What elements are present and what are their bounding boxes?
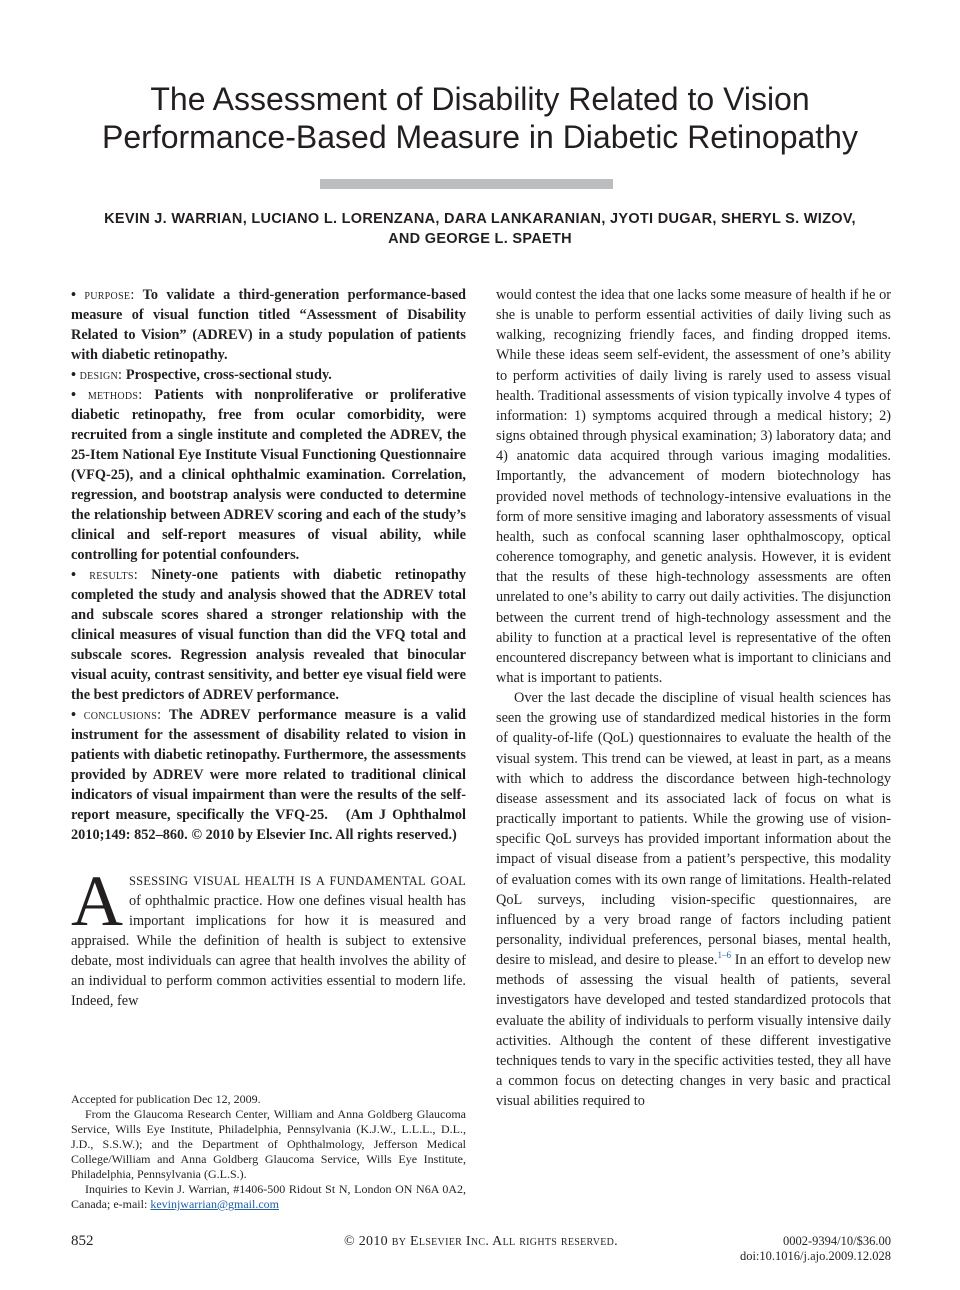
abstract-methods bbox=[71, 385, 466, 565]
abstract-purpose bbox=[71, 285, 466, 365]
issn: 0002-9394/10/$36.00 bbox=[783, 1234, 891, 1248]
footnote-inquiries-text: Inquiries to Kevin J. Warrian, #1406-500 Ridout St N, London ON N6A 0A2, Canada; e-mail: bbox=[71, 1182, 466, 1211]
author-line-2: AND GEORGE L. SPAETH bbox=[388, 231, 572, 247]
abstract-design-text: Prospective, cross-sectional study. bbox=[125, 367, 332, 383]
article-title bbox=[60, 80, 900, 156]
bullet-icon: • bbox=[71, 387, 77, 403]
introduction bbox=[71, 861, 466, 1011]
article-title-line-2: Performance-Based Measure in Diabetic Retinopathy bbox=[102, 119, 858, 155]
author-list bbox=[60, 209, 900, 249]
email-link[interactable]: kevinjwarrian@gmail.com bbox=[150, 1197, 279, 1211]
abstract-results-text: Ninety-one patients with diabetic retinopathy completed the study and analysis showed that the ADREV total and subscale scores shared a stronger relationship with the clinical measures of visual function than did the VFQ total and subscale scores. Regression analysis revealed that binocular visual acuity, contrast sensitivity, and better eye visual field were the best predictors of ADREV performance. bbox=[71, 567, 467, 703]
bullet-icon: • bbox=[71, 367, 77, 383]
footnotes bbox=[71, 1092, 466, 1212]
body-paragraph-2 bbox=[496, 688, 891, 1111]
abstract-design-label: design: bbox=[79, 367, 123, 383]
abstract bbox=[71, 285, 466, 845]
footnote-affiliation: From the Glaucoma Research Center, William and Anna Goldberg Glaucoma Service, Wills Eye Institute, Philadelphia, Pennsylvania (K.J.W., L.L.L., D.L., J.D., S.S.W.); and the Department of Ophthalmology, Jefferson Medical College/William and Anna Goldberg Glaucoma Service, Wills Eye Institute, Philadelphia, Pennsylvania (G.L.S.). bbox=[71, 1107, 466, 1181]
title-divider bbox=[320, 179, 613, 189]
abstract-conclusions bbox=[71, 705, 466, 845]
abstract-methods-text: Patients with nonproliferative or proliferative diabetic retinopathy, free from ocular comorbidity, were recruited from a single institute and completed the ADREV, the 25-Item National Eye Institute Visual Functioning Questionnaire (VFQ-25), and a clinical ophthalmic examination. Correlation, regression, and bootstrap analysis were conducted to determine the relationship between ADREV scoring and each of the study’s clinical and self-report measures of visual ability, while controlling for potential confounders. bbox=[71, 387, 467, 563]
abstract-citation: (Am J Ophthalmol 2010;149: 852–860. © 2010 by Elsevier Inc. All rights reserved.) bbox=[71, 807, 466, 843]
intro-text: of ophthalmic practice. How one defines visual health has important implications for how it is measured and appraised. While the definition of health is subject to extensive debate, most individuals can agree that health involves the ability of an individual to perform common activities essential to modern life. Indeed, few bbox=[71, 893, 466, 1009]
abstract-purpose-label: purpose: bbox=[84, 287, 135, 303]
reference-citation[interactable]: 1–6 bbox=[717, 950, 731, 961]
copyright-notice: © 2010 by Elsevier Inc. All rights reserved. bbox=[344, 1234, 618, 1249]
article-title-line-1: The Assessment of Disability Related to Vision bbox=[150, 81, 810, 117]
doi: doi:10.1016/j.ajo.2009.12.028 bbox=[739, 1249, 891, 1263]
footnote-accepted: Accepted for publication Dec 12, 2009. bbox=[71, 1092, 261, 1106]
body-paragraph-2-part-b: In an effort to develop new methods of assessing the visual health of patients, several investigators have developed and tested standardized protocols that evaluate the ability of individuals to perform visually intensive daily activities. Although the content of these different investigative techniques tends to vary in the specific activities tested, they all have a common focus on detecting changes in very basic and practical visual abilities required to bbox=[496, 952, 891, 1110]
abstract-purpose-text: To validate a third-generation performance-based measure of visual function titled “Assessment of Disability Related to Vision” (ADREV) in a study population of patients with diabetic retinopathy. bbox=[71, 287, 466, 363]
body-paragraph-1: would contest the idea that one lacks some measure of health if he or she is unable to perform essential activities of daily living such as walking, recognizing friendly faces, and finding dropped items. While these ideas seem self-evident, the assessment of one’s ability to perform activities of daily living is rarely used to assess visual health. Traditional assessments of vision typically involve 4 types of information: 1) symptoms acquired through a medical history; 2) signs obtained through physical examination; 3) laboratory data; and 4) anatomic data acquired through various imaging modalities. Importantly, the advancement of modern biotechnology has provided novel methods of technology-intensive evaluations in the form of more sensitive imaging and laboratory assessments of visual health, such as confocal scanning laser ophthalmoscopy, optical coherence tomography, and genetic analysis. However, it is evident that the results of these high-technology assessments are often unrelated to one’s ability to carry out daily activities. The disjunction between the current trend of high-technology assessment and the ability to function at a practical level is representative of the often encountered discrepancy between what is important to clinicians and what is important to patients. bbox=[496, 287, 891, 686]
body-paragraph-2-part-a: Over the last decade the discipline of visual health sciences has seen the growing use of standardized medical histories in the form of quality-of-life (QoL) questionnaires to evaluate the health of the visual system. This trend can be viewed, at least in part, as a means with which to address the discordance between high-technology disease assessment and its associated lack of focus on what is practically important to patients. While the growing use of vision-specific QoL surveys has provided important information about the impact of visual disease from a patient’s perspective, this modality of evaluation comes with its own range of limitations. Health-related QoL surveys, including vision-specific questionnaires, are influenced by a very broad range of factors including patient personality, individual preferences, personal biases, mental health, desire to mislead, and desire to please. bbox=[496, 690, 891, 969]
bullet-icon: • bbox=[71, 707, 77, 723]
bullet-icon: • bbox=[71, 287, 77, 303]
abstract-conclusions-text: The ADREV performance measure is a valid instrument for the assessment of disability related to vision in patients with diabetic retinopathy. Furthermore, the assessments provided by ADREV were more related to traditional clinical indicators of visual impairment than were the results of the self-report measure, specifically the VFQ-25. bbox=[71, 707, 466, 823]
footnote-inquiries bbox=[71, 1182, 466, 1212]
article-identifiers bbox=[740, 1234, 891, 1264]
abstract-methods-label: methods: bbox=[87, 387, 143, 403]
page-number: 852 bbox=[71, 1233, 94, 1249]
author-line-1: KEVIN J. WARRIAN, LUCIANO L. LORENZANA, DARA LANKARANIAN, JYOTI DUGAR, SHERYL S. WIZOV, bbox=[104, 211, 856, 227]
drop-cap: A bbox=[71, 861, 123, 941]
abstract-design bbox=[71, 365, 466, 385]
bullet-icon: • bbox=[71, 567, 77, 583]
intro-lead-caps: SSESSING VISUAL HEALTH IS A FUNDAMENTAL GOAL bbox=[129, 874, 466, 888]
abstract-conclusions-label: conclusions: bbox=[83, 707, 162, 723]
abstract-results-label: results: bbox=[89, 567, 139, 583]
abstract-results bbox=[71, 565, 466, 705]
right-column bbox=[496, 285, 891, 1111]
left-column bbox=[71, 285, 466, 1011]
